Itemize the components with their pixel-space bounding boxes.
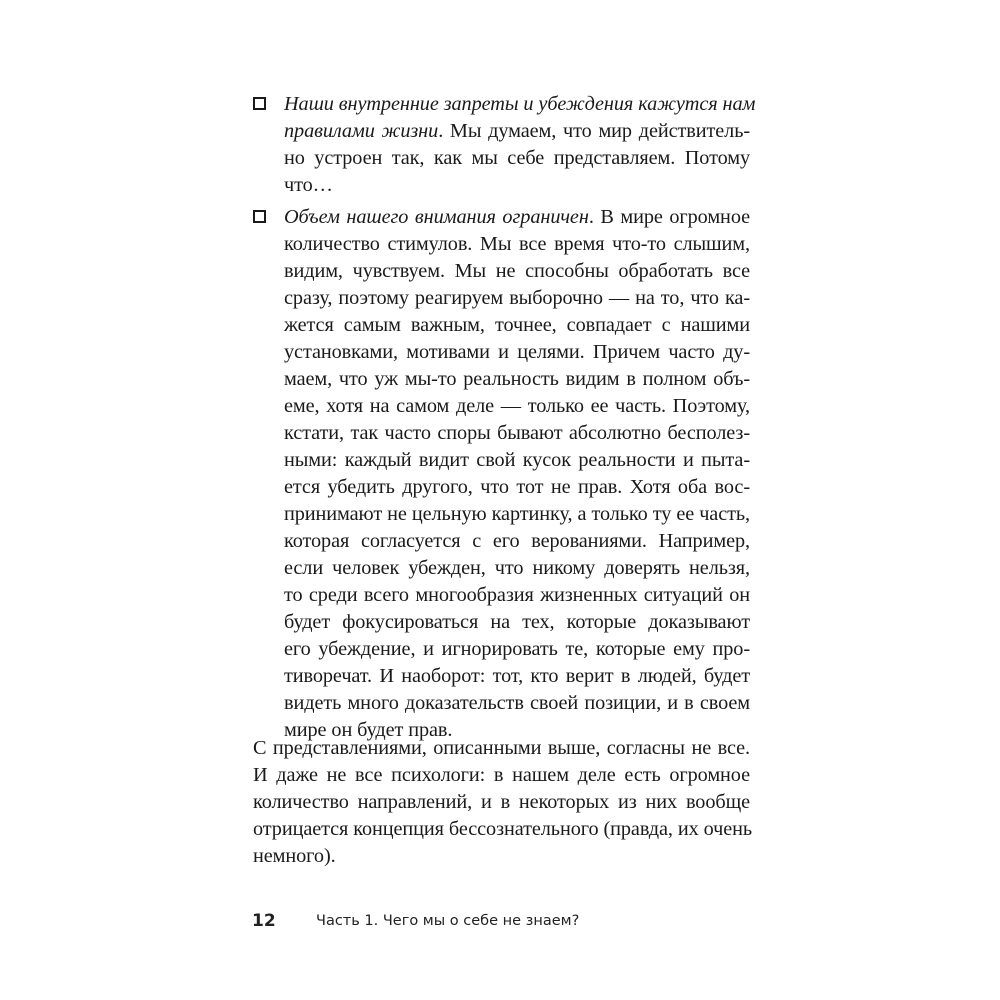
text-run: тиворечат. И наоборот: тот, кто верит в людей, будет [284, 665, 750, 687]
page-number: 12 [252, 911, 276, 931]
bullet-line [284, 420, 750, 447]
text-run: количество стимулов. Мы все время что-то слышим, [284, 233, 750, 255]
italic-text-run: Наши внутренние запреты и убеждения кажутся нам [284, 93, 756, 115]
bullet-line [284, 91, 756, 118]
text-run: установками, мотивами и целями. Причем часто ду- [284, 341, 750, 363]
bullet-line [284, 555, 750, 582]
checkbox-bullet-icon [253, 97, 266, 110]
paragraph-line: немного). [253, 845, 336, 867]
bullet-line [284, 474, 750, 501]
text-run: принимают не цельную картинку, а только ту ее часть, [284, 503, 750, 525]
text-run: ется убедить другого, что тот не прав. Хотя оба вос- [284, 476, 750, 498]
bullet-line [284, 582, 750, 609]
bullet-line [284, 339, 750, 366]
text-run: что… [284, 174, 333, 196]
bullet-line [284, 393, 750, 420]
italic-text-run: Объем нашего внимания ограничен [284, 206, 589, 228]
bullet-line [284, 663, 750, 690]
bullet-line [284, 501, 750, 528]
text-run: . Мы думаем, что мир действитель- [438, 120, 750, 142]
text-run: еме, хотя на самом деле — только ее часть. Поэтому, [284, 395, 750, 417]
checkbox-bullet-icon [253, 210, 266, 223]
text-run: маем, что уж мы-то реальность видим в полном объ- [284, 368, 750, 390]
text-run: будет фокусироваться на тех, которые доказывают [284, 611, 750, 633]
paragraph-line: С представлениями, описанными выше, согласны не все. [253, 737, 750, 759]
text-run: ными: каждый видит свой кусок реальности и пыта- [284, 449, 750, 471]
bullet-line [284, 145, 750, 172]
text-run: видеть много доказательств своей позиции, и в своем [284, 692, 750, 714]
text-run: но устроен так, как мы себе представляем. Потому [284, 147, 750, 169]
bullet-line [284, 447, 750, 474]
bullet-line [284, 690, 750, 717]
text-run: если человек убежден, что никому доверять нельзя, [284, 557, 750, 579]
bullet-line [284, 172, 750, 199]
text-run: сразу, поэтому реагируем выборочно — на то, что ка- [284, 287, 750, 309]
bullet-line [284, 231, 750, 258]
bullet-line [284, 204, 750, 231]
text-run: которая согласуется с его верованиями. Например, [284, 530, 750, 552]
text-run: видим, чувствуем. Мы не способны обработать все [284, 260, 750, 282]
bullet-line [284, 312, 750, 339]
bullet-line [284, 528, 750, 555]
paragraph-line: отрицается концепция бессознательного (правда, их очень [253, 818, 753, 840]
bullet-line [284, 366, 750, 393]
text-run: то среди всего многообразия жизненных ситуаций он [284, 584, 750, 606]
text-run: кстати, так часто споры бывают абсолютно бесполез- [284, 422, 750, 444]
bullet-line [284, 609, 750, 636]
text-run: мире он будет прав. [284, 719, 453, 741]
bullet-line [284, 636, 750, 663]
text-run: жется самым важным, точнее, совпадает с нашими [284, 314, 750, 336]
paragraph-line: И даже не все психологи: в нашем деле есть огромное [253, 764, 750, 786]
text-run: . В мире огромное [588, 206, 751, 228]
bullet-line [284, 258, 750, 285]
running-head: Часть 1. Чего мы о себе не знаем? [316, 913, 580, 929]
bullet-line [284, 118, 750, 145]
bullet-line [284, 285, 750, 312]
text-run: его убеждение, и игнорировать те, которые ему про- [284, 638, 750, 660]
paragraph-line: количество направлений, и в некоторых из них вообще [253, 791, 750, 813]
italic-text-run: правилами жизни [284, 120, 439, 142]
